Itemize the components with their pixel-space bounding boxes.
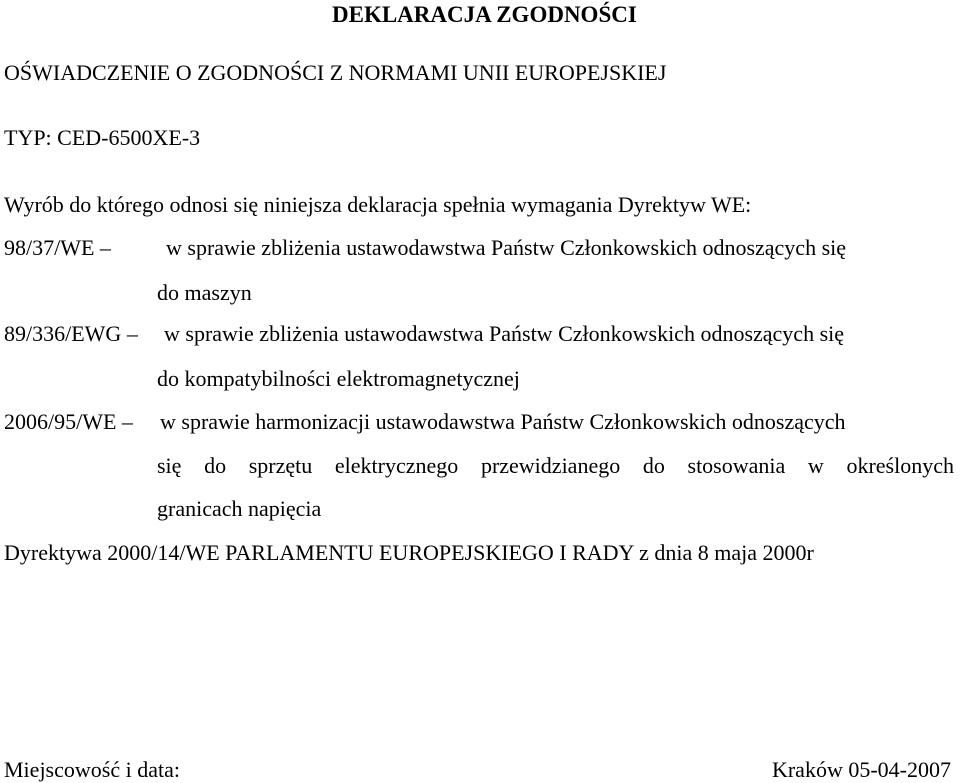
parliament-directive: Dyrektywa 2000/14/WE PARLAMENTU EUROPEJSKIEGO I RADY z dnia 8 maja 2000r [4, 540, 814, 565]
product-type: TYP: CED-6500XE-3 [4, 125, 201, 150]
document-title: DEKLARACJA ZGODNOŚCI [332, 2, 637, 27]
directive-code: 89/336/EWG – [4, 321, 138, 346]
directive-description-continued: do kompatybilności elektromagnetycznej [157, 366, 520, 391]
document-subtitle: OŚWIADCZENIE O ZGODNOŚCI Z NORMAMI UNII EUROPEJSKIEJ [4, 60, 667, 85]
directive-description: w sprawie zbliżenia ustawodawstwa Państw Członkowskich odnoszących się [164, 321, 845, 346]
directive-description: w sprawie zbliżenia ustawodawstwa Państw Członkowskich odnoszących się [166, 235, 847, 260]
place-date-label: Miejscowość i data: [4, 757, 180, 782]
directive-description-continued: granicach napięcia [157, 496, 322, 521]
place-date-value: Kraków 05-04-2007 [771, 757, 951, 782]
intro-text: Wyrób do którego odnosi się niniejsza deklaracja spełnia wymagania Dyrektyw WE: [4, 192, 752, 217]
directive-code: 2006/95/WE – [4, 409, 133, 434]
directive-code: 98/37/WE – [4, 235, 111, 260]
directive-description: w sprawie harmonizacji ustawodawstwa Państw Członkowskich odnoszących [160, 409, 846, 434]
directive-description-row [157, 453, 954, 479]
directive-description-continued: się do sprzętu elektrycznego przewidzianego do stosowania w określonych [157, 453, 954, 478]
directive-description-continued: do maszyn [157, 280, 252, 305]
